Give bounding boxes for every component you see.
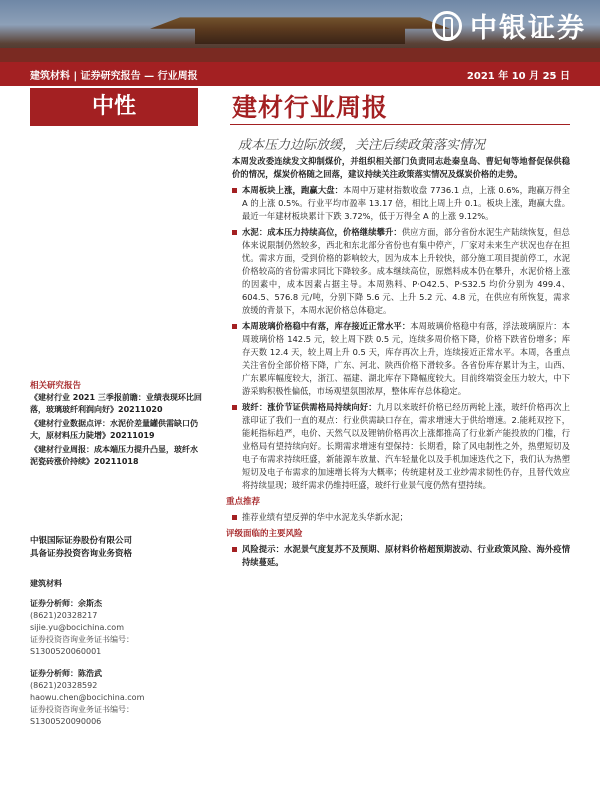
analyst-email[interactable]: haowu.chen@bocichina.com bbox=[30, 693, 145, 702]
main-content bbox=[226, 155, 570, 572]
point-lead: 水泥：成本压力持续高位，价格继续攀升： bbox=[242, 227, 402, 237]
related-reports bbox=[30, 380, 205, 470]
point-text: 本周玻璃价格稳中有落，浮法玻璃原片：本周玻璃价格 142.5 元，较上周下跌 0.5 元，连续多周价格下降，价格下跌省份增多；库存天数 12.4 天，较上周上升 0.5 天，库存再次上升，连续接近正常水平。本周，各重点关注省份全部价格下降，广东、河北、陕西价格下滑较多。各省份库存累计为主，山西、广东累库幅度较大，浙江、福建、湖北库存下降幅度较大。目前终端资金压力较大，中下游采购积极性偏低，市场观望氛围浓厚，整体库存总体稳定。 bbox=[242, 321, 570, 396]
analyst-phone: (8621)20328217 bbox=[30, 611, 98, 620]
risk-heading: 评级面临的主要风险 bbox=[226, 529, 303, 539]
point-lead: 本周玻璃价格稳中有落，库存接近正常水平： bbox=[242, 321, 411, 331]
analyst-email[interactable]: sijie.yu@bocichina.com bbox=[30, 623, 124, 632]
org-name: 中银国际证券股份有限公司 具备证券投资咨询业务资格 bbox=[30, 536, 133, 559]
header-banner bbox=[0, 0, 600, 62]
sub-header-bar bbox=[0, 62, 600, 86]
sector-label: 建筑材料 bbox=[30, 579, 62, 588]
report-title: 建材行业周报 bbox=[232, 93, 389, 122]
company-logo bbox=[432, 6, 586, 45]
analyst-block bbox=[30, 578, 205, 728]
related-report-link[interactable]: 《建材行业 2021 三季报前瞻：业绩表现环比回落，玻璃玻纤利润向好》20211020 bbox=[30, 393, 202, 414]
point-item bbox=[232, 226, 570, 317]
breadcrumb: 建筑材料 | 证券研究报告 — 行业周报 bbox=[30, 71, 198, 82]
analyst-name: 证券分析师：陈浩武 bbox=[30, 669, 102, 678]
point-item bbox=[232, 184, 570, 223]
analyst-cert: 证券投资咨询业务证书编号：S1300520060001 bbox=[30, 635, 134, 656]
title-divider bbox=[230, 124, 570, 125]
palace-wall-image bbox=[0, 48, 600, 62]
point-item bbox=[232, 401, 570, 492]
point-lead: 玻纤：涨价节证供需格局持续向好： bbox=[242, 402, 377, 412]
rating-badge: 中性 bbox=[30, 88, 198, 126]
analyst-cert: 证券投资咨询业务证书编号：S1300520090006 bbox=[30, 705, 134, 726]
palace-roof-image bbox=[150, 6, 450, 44]
related-report-link[interactable]: 《建材行业周报：成本端压力提升凸显，玻纤水泥瓷砖涨价持续》20211018 bbox=[30, 445, 198, 466]
summary-paragraph: 本周发改委连续发文抑制煤价，并组织相关部门负责同志赴秦皇岛、曹妃甸等地督促保供稳价的情况，煤炭价格随之回落，建议持续关注政策落实情况及煤炭价格的走势。 bbox=[232, 156, 570, 179]
point-lead: 本周板块上涨，跑赢大盘： bbox=[242, 185, 344, 195]
risk-item: 风险提示：水泥景气度复苏不及预期、原材料价格超预期波动、行业政策风险、海外疫情持续蔓延。 bbox=[232, 543, 570, 569]
analyst-phone: (8621)20328592 bbox=[30, 681, 98, 690]
related-heading: 相关研究报告 bbox=[30, 381, 82, 391]
point-text: 供应方面，部分省份水泥生产陆续恢复，但总体来说限制仍然较多，西北和东北部分省份也有集中停产，厂家对未来生产状况也存在担忧。需求方面，受到价格的影响较大，因为成本上升较快，部分施工项目提前停工，水泥价格较高的省份需求同比下降较多。成本继续高位，原燃料成本仍在攀升，水泥价格上涨的因素中，成本因素占据主导。本周熟料、P·O42.5、P·S32.5 均价分别为 499.4、604.5、576.8 元/吨，分别下降 5.6 元、上升 5.2 元、4.8 元，在供应有所恢复，需求放缓的背景下，本周水泥价格总体稳定。 bbox=[242, 227, 570, 315]
org-info bbox=[30, 535, 205, 561]
logo-text: 中银证券 bbox=[470, 13, 586, 44]
focus-heading: 重点推荐 bbox=[226, 497, 261, 507]
analyst-name: 证券分析师：余斯杰 bbox=[30, 599, 102, 608]
related-report-link[interactable]: 《建材行业数据点评：水泥价差量罐供需缺口仍大，原材料压力陡增》20211019 bbox=[30, 419, 198, 440]
point-text: 本周中万建材指数收盘 7736.1 点，上涨 0.6%，跑赢万得全 A 的上涨 0.5%。行业平均市盈率 13.17 倍，相比上周上升 0.1。板块上涨，跑赢大盘。最近一年建材板块累计下跌 3.72%，低于万得全 A 的上涨 9.12%。 bbox=[242, 185, 570, 221]
focus-item: 推荐业绩有望反弹的华中水泥龙头华新水泥； bbox=[232, 511, 570, 524]
report-subtitle: 成本压力边际放缓，关注后续政策落实情况 bbox=[238, 138, 486, 153]
logo-mark-icon bbox=[432, 11, 462, 41]
point-item bbox=[232, 320, 570, 398]
point-text: 九月以来玻纤价格已经历两轮上涨，玻纤价格再次上涨印证了我们一直的观点：行业供需缺口存在，需求增速大于供给增速。2.能耗双控下，能耗指标趋严，电价、天然气以及锂钠价格再次上涨都推高了行业新产能投放的门槛，行业格局有望持续向好。长期需求增速有望保持：长期看，除了风电制性之外，热塑短切及电子布需求持续旺盛，新能源车放量、汽车轻量化以及手机加速迭代之下，我们认为热塑短切及电子布需求的加速增长将为大概率；传统建材及工业纱需求韧性仍存，且替代效应将持续显现；玻纤需求仍维持旺盛，玻纤行业景气度仍然有望持续。 bbox=[242, 402, 570, 490]
report-date: 2021 年 10 月 25 日 bbox=[466, 71, 570, 82]
